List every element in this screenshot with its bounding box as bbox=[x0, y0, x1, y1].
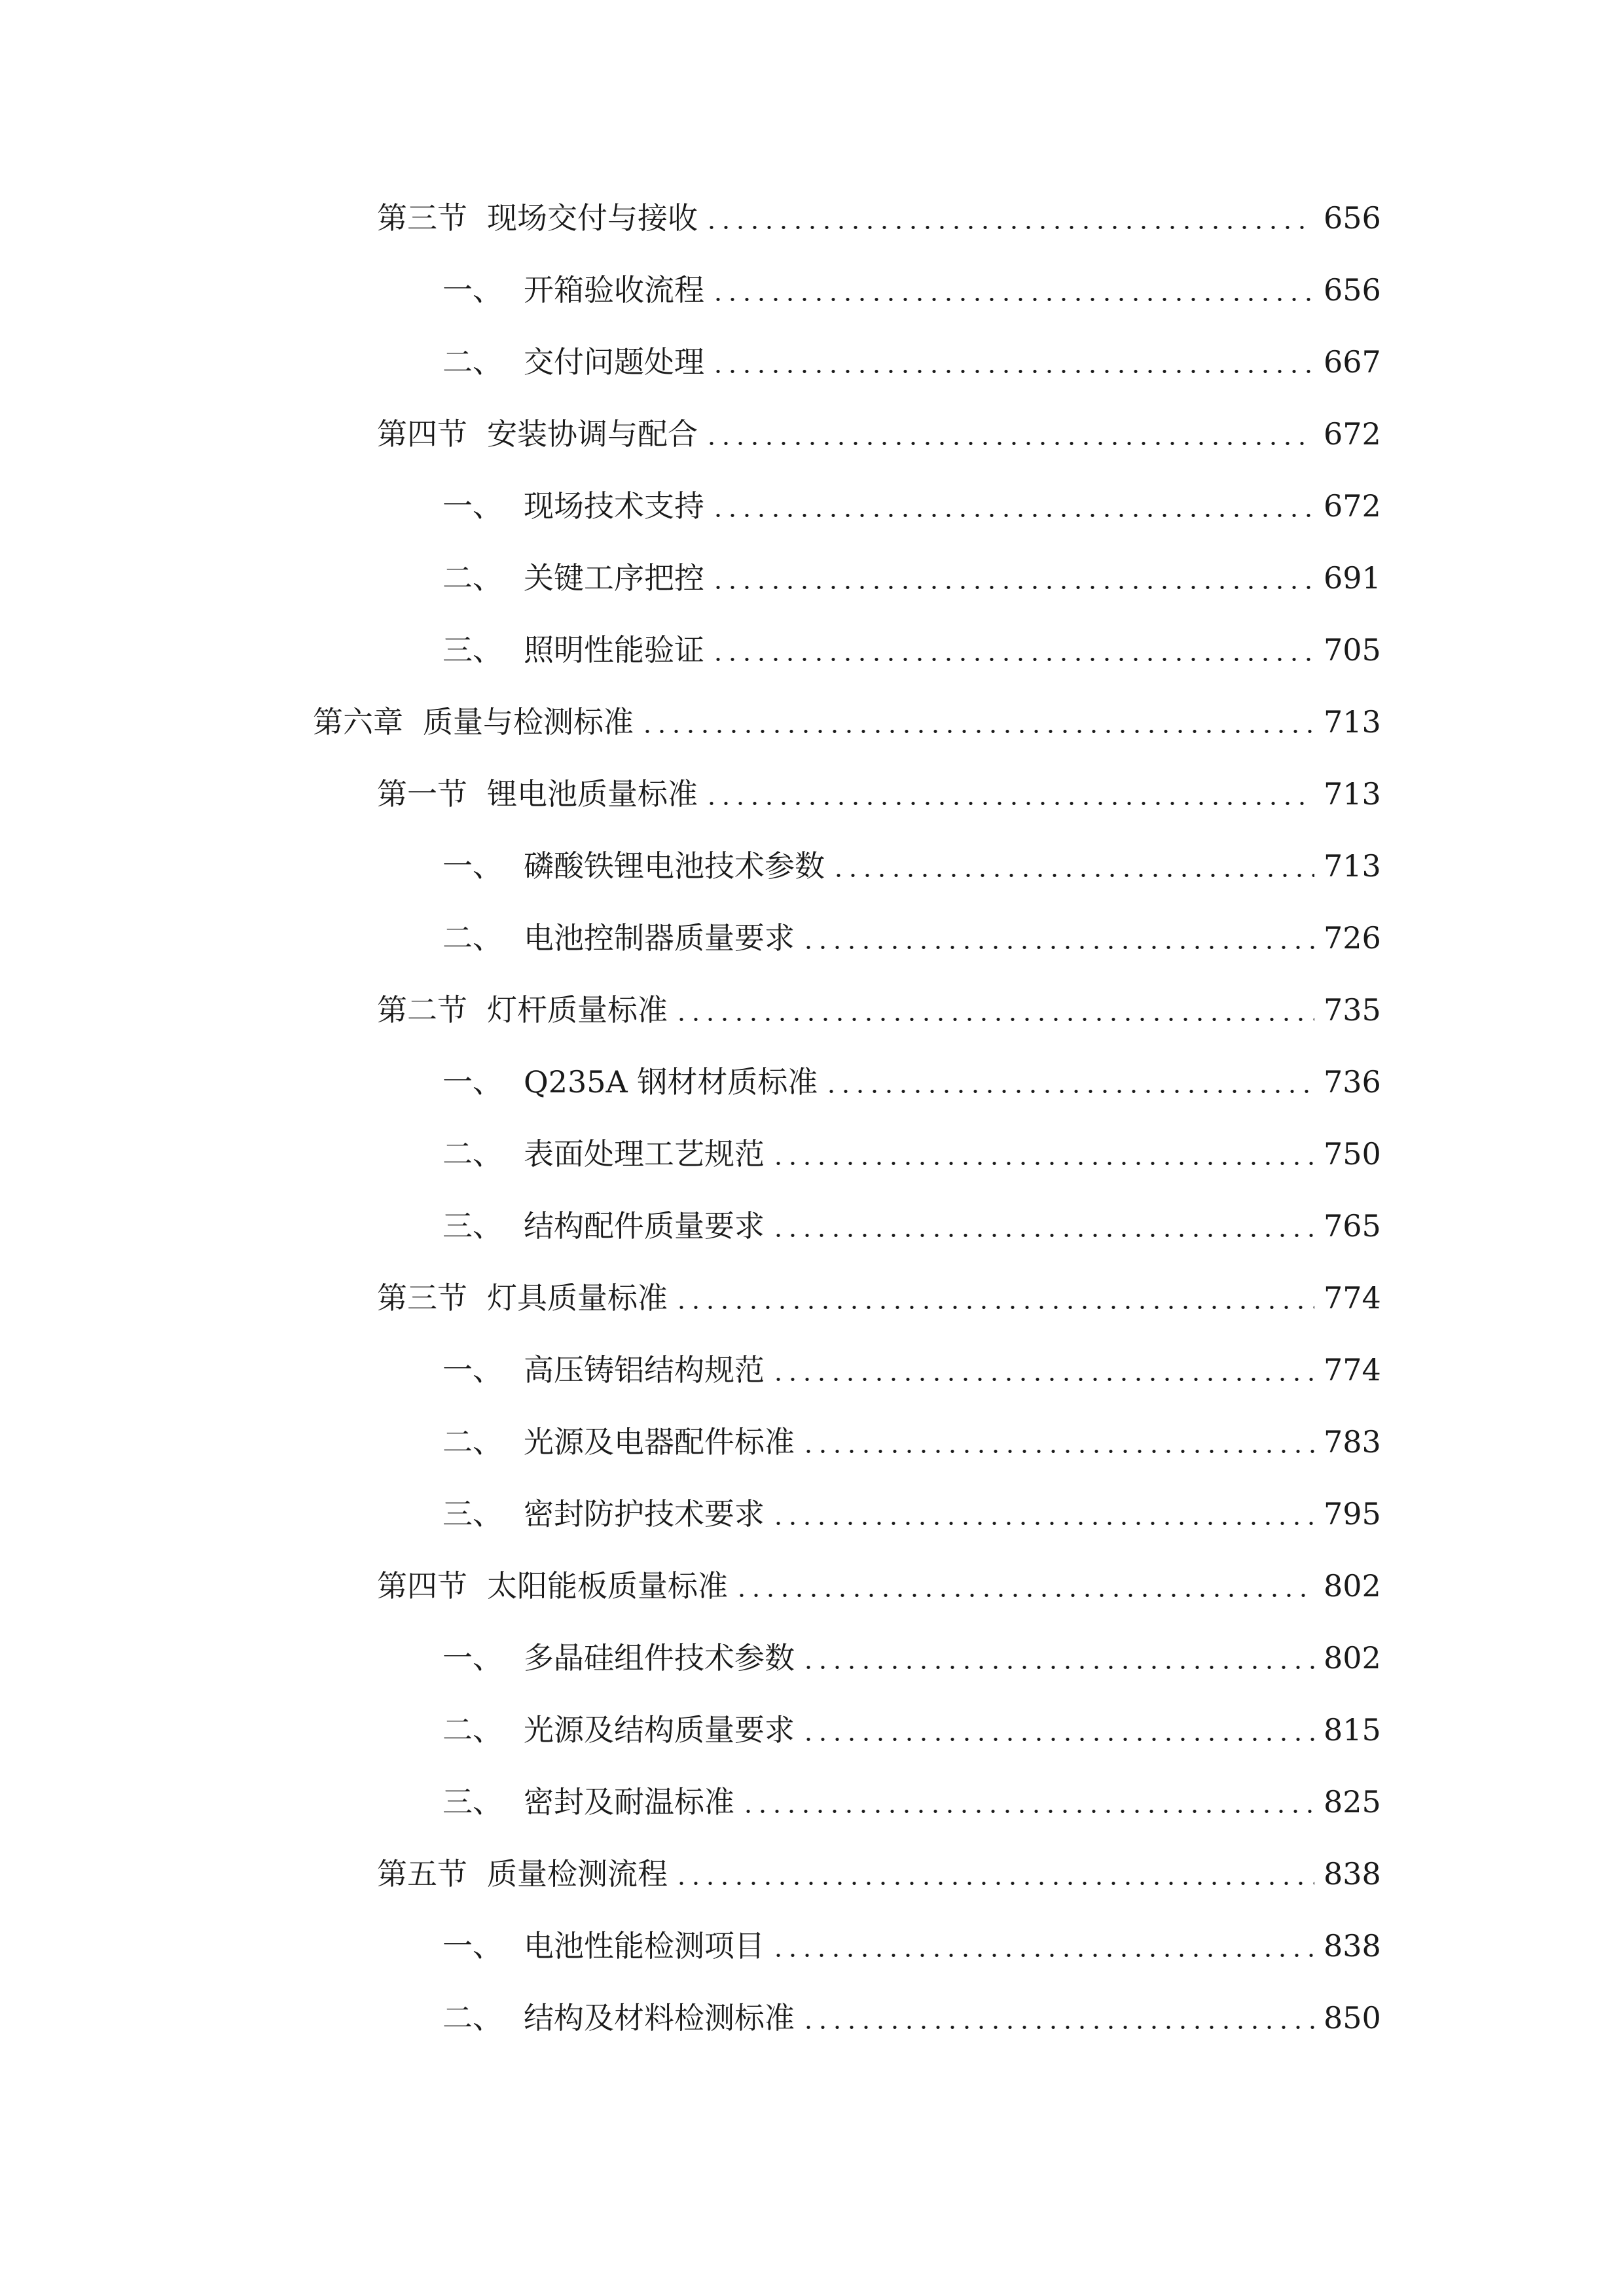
dot-leader bbox=[711, 552, 1314, 604]
dot-leader bbox=[711, 336, 1314, 388]
toc-entry-prefix: 一、 bbox=[442, 848, 503, 884]
toc-entry-title: 磷酸铁锂电池技术参数 bbox=[524, 848, 825, 884]
toc-entry-prefix: 第一节 bbox=[377, 776, 467, 812]
toc-entry-title: 锂电池质量标准 bbox=[487, 776, 698, 812]
toc-entry-title: 照明性能验证 bbox=[524, 632, 704, 668]
toc-entry-prefix: 一、 bbox=[442, 1352, 503, 1388]
toc-entry[interactable] bbox=[442, 1992, 1379, 2044]
toc-entry[interactable] bbox=[442, 1488, 1379, 1540]
dot-leader bbox=[771, 1920, 1314, 1972]
toc-entry[interactable] bbox=[442, 1416, 1379, 1468]
dot-leader bbox=[674, 1272, 1314, 1324]
toc-entry-page: 691 bbox=[1324, 560, 1381, 596]
toc-entry-page: 774 bbox=[1324, 1280, 1381, 1316]
toc-entry-page: 672 bbox=[1324, 488, 1381, 524]
toc-entry[interactable] bbox=[377, 192, 1379, 244]
toc-entry-title: 表面处理工艺规范 bbox=[524, 1136, 765, 1172]
toc-entry-title: 交付问题处理 bbox=[524, 344, 704, 380]
dot-leader bbox=[801, 1704, 1314, 1756]
toc-entry[interactable] bbox=[377, 1848, 1379, 1900]
toc-entry-prefix: 第三节 bbox=[377, 200, 467, 236]
toc-entry[interactable] bbox=[377, 768, 1379, 820]
toc-entry-page: 736 bbox=[1324, 1064, 1381, 1100]
toc-entry[interactable] bbox=[442, 1704, 1379, 1756]
toc-entry[interactable] bbox=[442, 552, 1379, 604]
toc-entry-title: 开箱验收流程 bbox=[524, 272, 704, 308]
toc-entry-prefix: 第五节 bbox=[377, 1856, 467, 1892]
toc-entry-page: 825 bbox=[1324, 1784, 1381, 1820]
toc-entry[interactable] bbox=[442, 840, 1379, 892]
dot-leader bbox=[711, 264, 1314, 316]
toc-entry-prefix: 二、 bbox=[442, 560, 503, 596]
dot-leader bbox=[771, 1200, 1314, 1252]
dot-leader bbox=[771, 1128, 1314, 1180]
toc-entry-title: 现场技术支持 bbox=[524, 488, 704, 524]
toc-entry-prefix: 二、 bbox=[442, 2000, 503, 2036]
toc-entry-title: 现场交付与接收 bbox=[487, 200, 698, 236]
toc-entry-prefix: 二、 bbox=[442, 1712, 503, 1748]
toc-entry-page: 765 bbox=[1324, 1208, 1381, 1244]
toc-entry-page: 667 bbox=[1324, 344, 1381, 380]
toc-entry-page: 850 bbox=[1324, 2000, 1381, 2036]
toc-entry-page: 802 bbox=[1324, 1568, 1381, 1604]
toc-entry-page: 713 bbox=[1324, 848, 1381, 884]
toc-entry-page: 735 bbox=[1324, 992, 1381, 1028]
toc-entry-page: 726 bbox=[1324, 920, 1381, 956]
toc-entry-title: 关键工序把控 bbox=[524, 560, 704, 596]
dot-leader bbox=[711, 480, 1314, 532]
dot-leader bbox=[640, 696, 1314, 748]
dot-leader bbox=[704, 768, 1314, 820]
dot-leader bbox=[674, 984, 1314, 1036]
toc-entry-title: 密封防护技术要求 bbox=[524, 1496, 765, 1532]
toc-entry-title: 电池控制器质量要求 bbox=[524, 920, 795, 956]
toc-entry-title: 光源及结构质量要求 bbox=[524, 1712, 795, 1748]
dot-leader bbox=[831, 840, 1314, 892]
toc-entry[interactable] bbox=[442, 336, 1379, 388]
toc-entry[interactable] bbox=[377, 1272, 1379, 1324]
toc-entry-title: 多晶硅组件技术参数 bbox=[524, 1640, 795, 1676]
toc-entry[interactable] bbox=[442, 624, 1379, 676]
dot-leader bbox=[711, 624, 1314, 676]
toc-entry-page: 802 bbox=[1324, 1640, 1381, 1676]
toc-entry[interactable] bbox=[442, 1632, 1379, 1684]
toc-entry-title: 质量检测流程 bbox=[487, 1856, 668, 1892]
toc-entry-prefix: 二、 bbox=[442, 344, 503, 380]
toc-entry-title: 结构及材料检测标准 bbox=[524, 2000, 795, 2036]
toc-entry[interactable] bbox=[442, 1200, 1379, 1252]
toc-entry-title: 高压铸铝结构规范 bbox=[524, 1352, 765, 1388]
toc-entry[interactable] bbox=[442, 264, 1379, 316]
toc-entry-prefix: 一、 bbox=[442, 488, 503, 524]
toc-entry-title: 灯具质量标准 bbox=[487, 1280, 668, 1316]
dot-leader bbox=[801, 912, 1314, 964]
toc-entry[interactable] bbox=[442, 1128, 1379, 1180]
toc-entry-title: 灯杆质量标准 bbox=[487, 992, 668, 1028]
toc-entry-page: 705 bbox=[1324, 632, 1381, 668]
toc-entry-page: 750 bbox=[1324, 1136, 1381, 1172]
toc-entry-title: 电池性能检测项目 bbox=[524, 1928, 765, 1964]
dot-leader bbox=[734, 1560, 1314, 1612]
toc-entry[interactable] bbox=[377, 1560, 1379, 1612]
toc-entry-prefix: 三、 bbox=[442, 632, 503, 668]
toc-entry-prefix: 二、 bbox=[442, 1136, 503, 1172]
dot-leader bbox=[801, 1992, 1314, 2044]
toc-entry-title: 安装协调与配合 bbox=[487, 416, 698, 452]
toc-entry-prefix: 第二节 bbox=[377, 992, 467, 1028]
dot-leader bbox=[801, 1416, 1314, 1468]
toc-entry-prefix: 一、 bbox=[442, 272, 503, 308]
dot-leader bbox=[771, 1488, 1314, 1540]
toc-entry-page: 783 bbox=[1324, 1424, 1381, 1460]
toc-entry-title: 太阳能板质量标准 bbox=[487, 1568, 728, 1604]
toc-entry-page: 656 bbox=[1324, 272, 1381, 308]
toc-entry-title: 光源及电器配件标准 bbox=[524, 1424, 795, 1460]
toc-entry-page: 656 bbox=[1324, 200, 1381, 236]
dot-leader bbox=[741, 1776, 1314, 1828]
toc-entry-prefix: 一、 bbox=[442, 1640, 503, 1676]
toc-entry[interactable] bbox=[313, 696, 1379, 748]
dot-leader bbox=[824, 1056, 1314, 1108]
toc-entry-prefix: 一、 bbox=[442, 1928, 503, 1964]
toc-entry-prefix: 第四节 bbox=[377, 1568, 467, 1604]
toc-entry-page: 815 bbox=[1324, 1712, 1381, 1748]
toc-entry-page: 713 bbox=[1324, 776, 1381, 812]
dot-leader bbox=[704, 192, 1314, 244]
toc-entry-prefix: 第三节 bbox=[377, 1280, 467, 1316]
dot-leader bbox=[704, 408, 1314, 460]
dot-leader bbox=[771, 1344, 1314, 1396]
toc-entry-prefix: 三、 bbox=[442, 1496, 503, 1532]
dot-leader bbox=[801, 1632, 1314, 1684]
toc-entry-title: 质量与检测标准 bbox=[423, 704, 634, 740]
toc-entry[interactable] bbox=[442, 1920, 1379, 1972]
toc-entry-page: 713 bbox=[1324, 704, 1381, 740]
toc-entry[interactable] bbox=[377, 408, 1379, 460]
toc-entry-title: 结构配件质量要求 bbox=[524, 1208, 765, 1244]
toc-entry-prefix: 第六章 bbox=[313, 704, 403, 740]
toc-entry[interactable] bbox=[442, 1056, 1379, 1108]
toc-entry-page: 838 bbox=[1324, 1856, 1381, 1892]
toc-entry-prefix: 二、 bbox=[442, 920, 503, 956]
toc-entry[interactable] bbox=[442, 1344, 1379, 1396]
toc-entry-prefix: 三、 bbox=[442, 1784, 503, 1820]
toc-entry-prefix: 三、 bbox=[442, 1208, 503, 1244]
toc-entry[interactable] bbox=[377, 984, 1379, 1036]
toc-entry-page: 795 bbox=[1324, 1496, 1381, 1532]
toc-entry-prefix: 一、 bbox=[442, 1064, 503, 1100]
toc-entry[interactable] bbox=[442, 480, 1379, 532]
toc-entry[interactable] bbox=[442, 1776, 1379, 1828]
dot-leader bbox=[674, 1848, 1314, 1900]
toc-entry-page: 672 bbox=[1324, 416, 1381, 452]
toc-entry-page: 838 bbox=[1324, 1928, 1381, 1964]
toc-entry-title: Q235A 钢材材质标准 bbox=[524, 1064, 818, 1100]
toc-entry[interactable] bbox=[442, 912, 1379, 964]
toc-entry-page: 774 bbox=[1324, 1352, 1381, 1388]
toc-entry-title: 密封及耐温标准 bbox=[524, 1784, 734, 1820]
toc-entry-prefix: 第四节 bbox=[377, 416, 467, 452]
toc-entry-prefix: 二、 bbox=[442, 1424, 503, 1460]
